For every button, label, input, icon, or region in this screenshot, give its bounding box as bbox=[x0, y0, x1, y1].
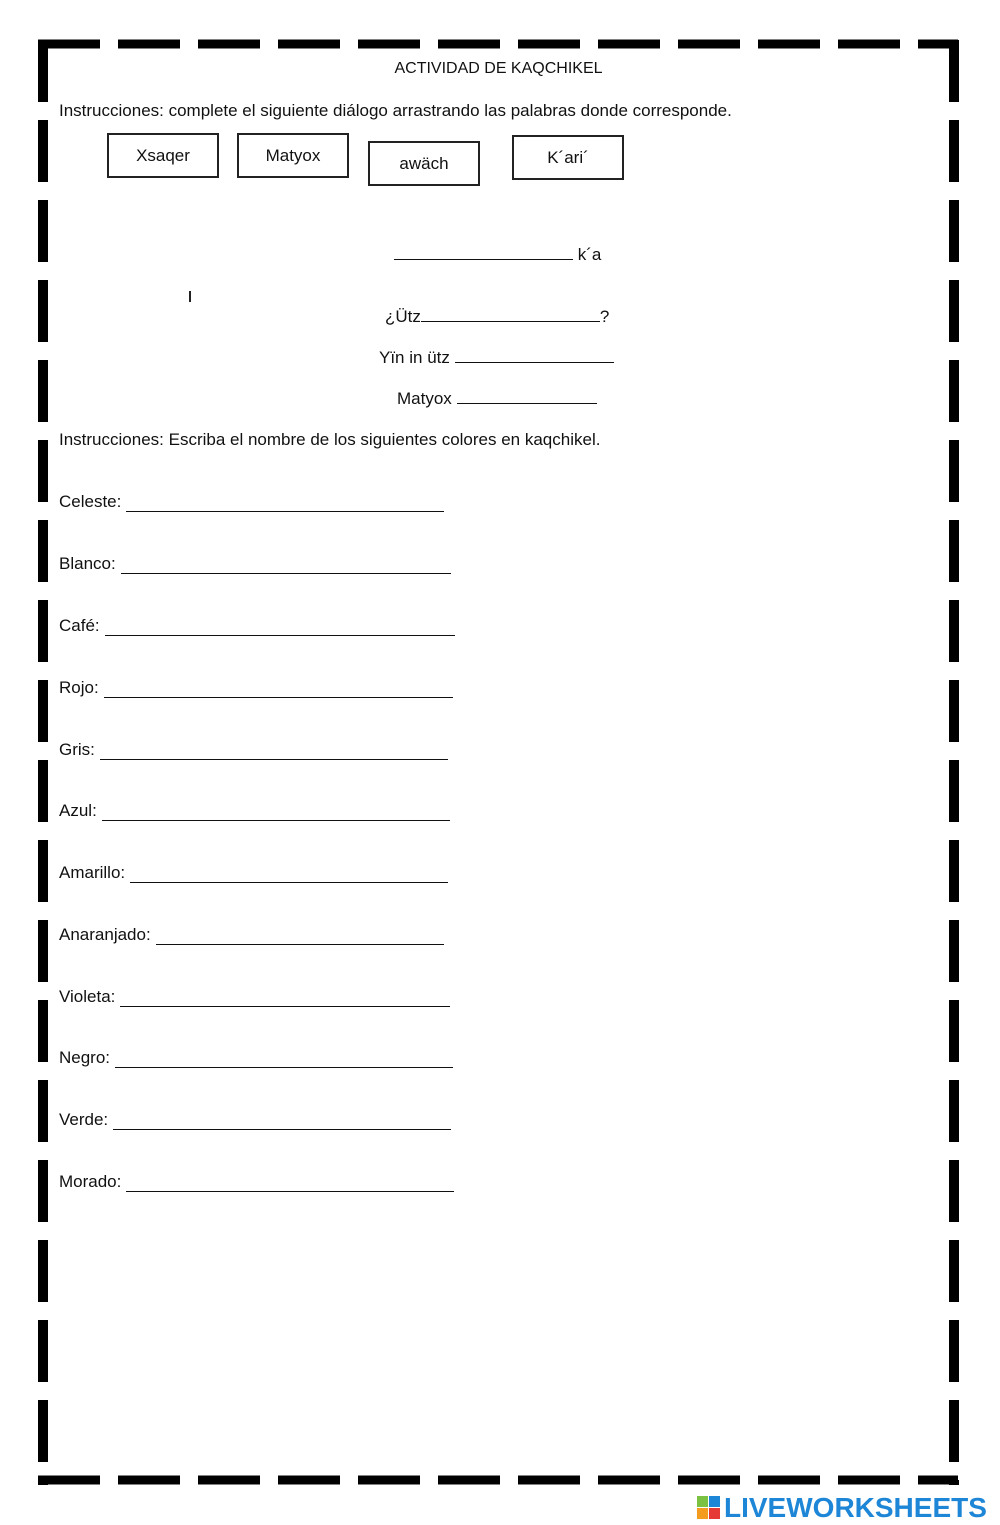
color-label: Violeta: bbox=[59, 987, 116, 1006]
answer-field[interactable] bbox=[100, 745, 448, 760]
color-row-gris bbox=[59, 740, 448, 760]
dialog-line-4 bbox=[397, 389, 597, 409]
color-row-cafe bbox=[59, 616, 455, 636]
color-label: Anaranjado: bbox=[59, 925, 151, 944]
color-label: Rojo: bbox=[59, 678, 99, 697]
color-row-morado bbox=[59, 1172, 454, 1192]
text-cursor bbox=[189, 291, 191, 302]
color-label: Verde: bbox=[59, 1110, 109, 1129]
color-row-negro bbox=[59, 1048, 453, 1068]
color-label: Azul: bbox=[59, 801, 97, 820]
dialog-line-2-end: ? bbox=[599, 307, 610, 326]
color-row-rojo bbox=[59, 678, 453, 698]
liveworksheets-logo[interactable] bbox=[697, 1492, 987, 1524]
dialog-line-3 bbox=[379, 348, 614, 368]
drop-blank-4[interactable] bbox=[457, 389, 597, 404]
answer-field[interactable] bbox=[126, 497, 444, 512]
liveworksheets-logo-text: LIVEWORKSHEETS bbox=[724, 1492, 987, 1523]
answer-field[interactable] bbox=[113, 1115, 451, 1130]
answer-field[interactable] bbox=[126, 1177, 454, 1192]
page-title: ACTIVIDAD DE KAQCHIKEL bbox=[394, 60, 603, 77]
answer-field[interactable] bbox=[105, 621, 455, 636]
word-tile-awach[interactable]: awäch bbox=[368, 141, 480, 186]
color-label: Amarillo: bbox=[59, 863, 126, 882]
instructions-dialog: Instrucciones: complete el siguiente diálogo arrastrando las palabras donde corresponde. bbox=[59, 101, 732, 120]
color-row-celeste bbox=[59, 492, 444, 512]
color-label: Negro: bbox=[59, 1048, 111, 1067]
word-tile-xsaqer[interactable]: Xsaqer bbox=[107, 133, 219, 178]
color-label: Blanco: bbox=[59, 554, 116, 573]
dialog-line-2 bbox=[385, 307, 609, 327]
color-row-amarillo bbox=[59, 863, 448, 883]
color-label: Celeste: bbox=[59, 492, 122, 511]
dialog-line-4-text: Matyox bbox=[397, 389, 452, 408]
color-row-azul bbox=[59, 801, 450, 821]
dialog-line-1 bbox=[394, 245, 601, 265]
color-label: Café: bbox=[59, 616, 100, 635]
instructions-colors: Instrucciones: Escriba el nombre de los siguientes colores en kaqchikel. bbox=[59, 430, 601, 449]
word-tile-matyox[interactable]: Matyox bbox=[237, 133, 349, 178]
color-label: Morado: bbox=[59, 1172, 122, 1191]
answer-field[interactable] bbox=[102, 806, 450, 821]
drop-blank-1[interactable] bbox=[394, 245, 573, 260]
answer-field[interactable] bbox=[120, 992, 450, 1007]
color-row-violeta bbox=[59, 987, 450, 1007]
dialog-line-3-text: Yïn in ütz bbox=[379, 348, 450, 367]
drop-blank-2[interactable] bbox=[421, 307, 600, 322]
answer-field[interactable] bbox=[115, 1053, 453, 1068]
word-tile-kari[interactable]: K´ari´ bbox=[512, 135, 624, 180]
color-row-anaranjado bbox=[59, 925, 444, 945]
liveworksheets-logo-icon bbox=[697, 1496, 721, 1520]
color-label: Gris: bbox=[59, 740, 95, 759]
color-row-verde bbox=[59, 1110, 451, 1130]
answer-field[interactable] bbox=[121, 559, 451, 574]
dialog-line-2-text: ¿Ütz bbox=[385, 307, 421, 326]
dialog-line-1-text: k´a bbox=[577, 245, 602, 264]
answer-field[interactable] bbox=[156, 930, 444, 945]
drop-blank-3[interactable] bbox=[455, 348, 614, 363]
color-row-blanco bbox=[59, 554, 451, 574]
answer-field[interactable] bbox=[104, 683, 453, 698]
answer-field[interactable] bbox=[130, 868, 448, 883]
